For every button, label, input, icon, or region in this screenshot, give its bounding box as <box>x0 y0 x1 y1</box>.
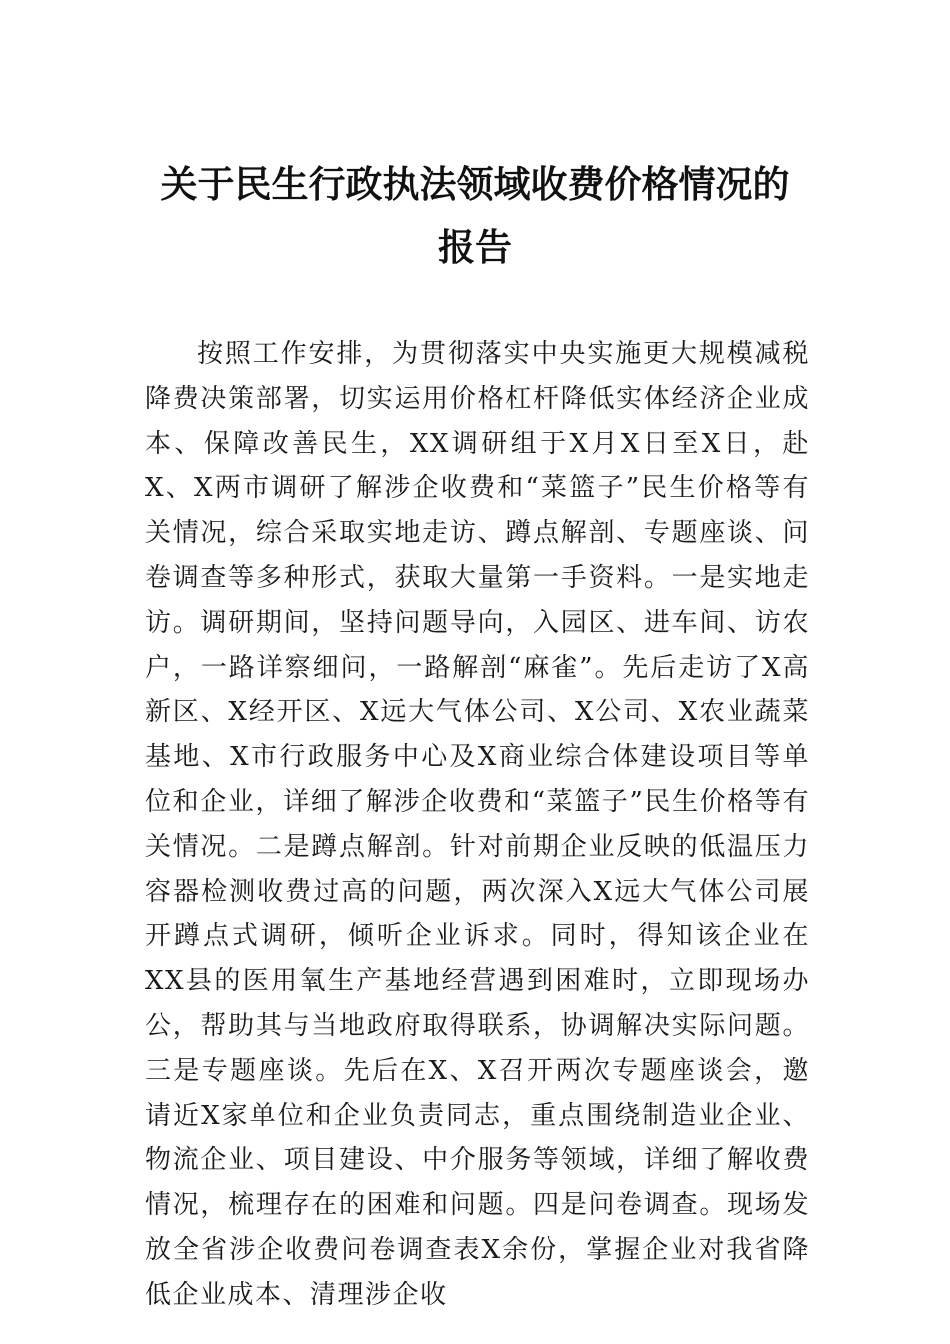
document-title: 关于民生行政执法领域收费价格情况的报告 <box>160 162 790 269</box>
body-paragraph: 按照工作安排，为贯彻落实中央实施更大规模减税降费决策部署，切实运用价格杠杆降低实体经济企业成本、保障改善民生，XX调研组于X月X日至X日，赴X、X两市调研了解涉企收费和“菜篮子”民生价格等有关情况，综合采取实地走访、蹲点解剖、专题座谈、问卷调查等多种形式，获取大量第一手资料。一是实地走访。调研期间，坚持问题导向，入园区、进车间、访农户，一路详察细问，一路解剖“麻雀”。先后走访了X高新区、X经开区、X远大气体公司、X公司、X农业蔬菜基地、X市行政服务中心及X商业综合体建设项目等单位和企业，详细了解涉企收费和“菜篮子”民生价格等有关情况。二是蹲点解剖。针对前期企业反映的低温压力容器检测收费过高的问题，两次深入X远大气体公司展开蹲点式调研，倾听企业诉求。同时，得知该企业在XX县的医用氧生产基地经营遇到困难时，立即现场办公，帮助其与当地政府取得联系，协调解决实际问题。三是专题座谈。先后在X、X召开两次专题座谈会，邀请近X家单位和企业负责同志，重点围绕制造业企业、物流企业、项目建设、中介服务等领域，详细了解收费情况，梳理存在的困难和问题。四是问卷调查。现场发放全省涉企收费问卷调查表X余份，掌握企业对我省降低企业成本、清理涉企收 <box>145 339 810 1310</box>
